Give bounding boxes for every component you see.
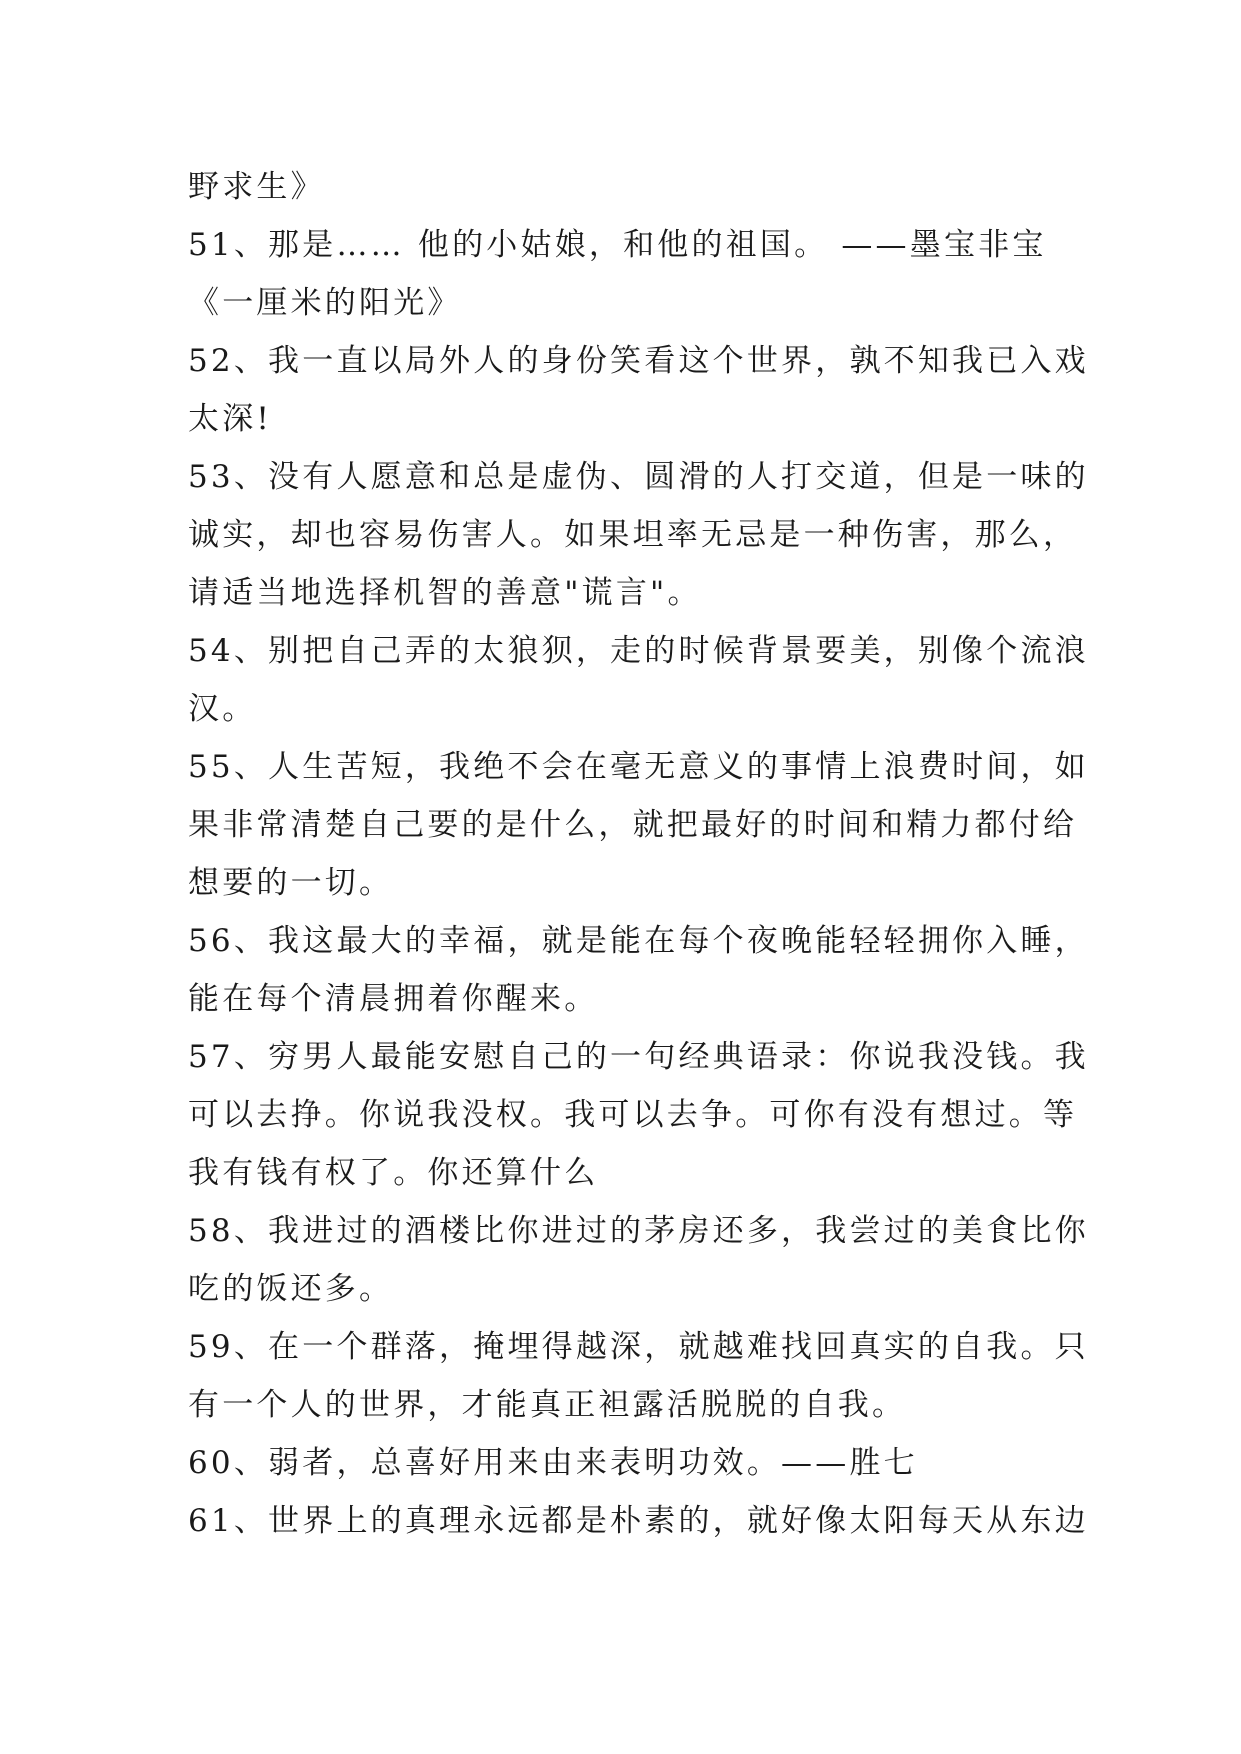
text-line: 57、穷男人最能安慰自己的一句经典语录：你说我没钱。我 bbox=[188, 1039, 1089, 1075]
text-line: 52、我一直以局外人的身份笑看这个世界，孰不知我已入戏 bbox=[188, 343, 1089, 379]
text-line: 53、没有人愿意和总是虚伪、圆滑的人打交道，但是一味的 bbox=[188, 459, 1089, 495]
text-line: 野求生》 bbox=[188, 169, 325, 205]
text-line: 汉。 bbox=[188, 691, 257, 727]
text-line: 太深! bbox=[188, 401, 273, 437]
document-body bbox=[188, 158, 1089, 1550]
text-line: 54、别把自己弄的太狼狈，走的时候背景要美，别像个流浪 bbox=[188, 633, 1089, 669]
text-line: 我有钱有权了。你还算什么 bbox=[188, 1155, 599, 1191]
text-line: 果非常清楚自己要的是什么，就把最好的时间和精力都付给 bbox=[188, 807, 1078, 843]
text-line: 《一厘米的阳光》 bbox=[188, 285, 462, 321]
text-line: 61、世界上的真理永远都是朴素的，就好像太阳每天从东边 bbox=[188, 1503, 1089, 1539]
text-line: 58、我进过的酒楼比你进过的茅房还多，我尝过的美食比你 bbox=[188, 1213, 1089, 1249]
text-line: 56、我这最大的幸福，就是能在每个夜晚能轻轻拥你入睡， bbox=[188, 923, 1089, 959]
text-line: 吃的饭还多。 bbox=[188, 1271, 394, 1307]
text-line: 诚实，却也容易伤害人。如果坦率无忌是一种伤害，那么， bbox=[188, 517, 1078, 553]
text-line: 想要的一切。 bbox=[188, 865, 394, 901]
text-line: 能在每个清晨拥着你醒来。 bbox=[188, 981, 599, 1017]
text-line: 请适当地选择机智的善意"谎言"。 bbox=[188, 575, 702, 611]
text-line: 60、弱者，总喜好用来由来表明功效。——胜七 bbox=[188, 1445, 918, 1481]
text-line: 51、那是…… 他的小姑娘，和他的祖国。 ——墨宝非宝 bbox=[188, 227, 1047, 263]
text-line: 59、在一个群落，掩埋得越深，就越难找回真实的自我。只 bbox=[188, 1329, 1089, 1365]
text-line: 有一个人的世界，才能真正袒露活脱脱的自我。 bbox=[188, 1387, 907, 1423]
text-line: 55、人生苦短，我绝不会在毫无意义的事情上浪费时间，如 bbox=[188, 749, 1089, 785]
text-line: 可以去挣。你说我没权。我可以去争。可你有没有想过。等 bbox=[188, 1097, 1078, 1133]
